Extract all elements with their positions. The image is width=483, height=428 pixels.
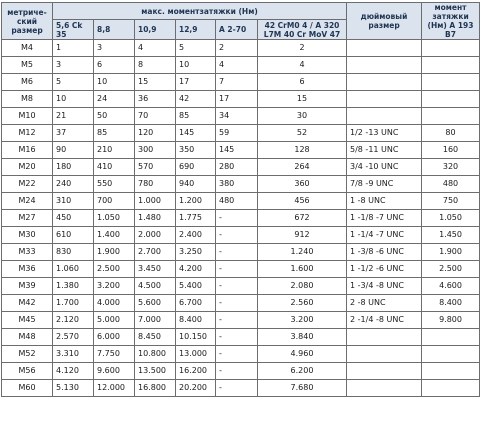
cell-inch-size: 3/4 -10 UNC	[347, 159, 422, 176]
cell-size: M52	[2, 346, 53, 363]
cell-torque-value: 7.750	[94, 346, 135, 363]
cell-torque-value: 15	[258, 91, 347, 108]
table-row	[2, 227, 480, 244]
cell-torque-value: 240	[53, 176, 94, 193]
cell-torque-value: 280	[216, 159, 258, 176]
table-row	[2, 210, 480, 227]
cell-torque-value: 4.000	[94, 295, 135, 312]
table-row	[2, 193, 480, 210]
cell-inch-size	[347, 380, 422, 397]
cell-torque-value: 2.080	[258, 278, 347, 295]
cell-torque-value: 5	[53, 74, 94, 91]
cell-torque-value: 5.400	[176, 278, 216, 295]
cell-torque-b7: 160	[422, 142, 480, 159]
cell-torque-value: 2.500	[94, 261, 135, 278]
cell-torque-value: 7	[216, 74, 258, 91]
cell-torque-value: 8.450	[135, 329, 176, 346]
cell-size: M6	[2, 74, 53, 91]
cell-torque-value: 10.800	[135, 346, 176, 363]
cell-torque-value: 70	[135, 108, 176, 125]
cell-torque-value: 1.060	[53, 261, 94, 278]
col-header-grade-12-9: 12,9	[176, 20, 216, 40]
cell-torque-value: 36	[135, 91, 176, 108]
cell-torque-value: 1.240	[258, 244, 347, 261]
cell-torque-value: 210	[94, 142, 135, 159]
cell-torque-value: 1.050	[94, 210, 135, 227]
table-row	[2, 346, 480, 363]
col-header-torque-b7: момент затяжки (Нм) А 193 B7	[422, 3, 480, 40]
cell-torque-b7: 9.800	[422, 312, 480, 329]
cell-torque-value: 85	[176, 108, 216, 125]
table-row	[2, 278, 480, 295]
cell-torque-b7	[422, 108, 480, 125]
col-header-grade-a2-70: А 2-70	[216, 20, 258, 40]
cell-torque-b7: 1.450	[422, 227, 480, 244]
cell-inch-size: 1/2 -13 UNC	[347, 125, 422, 142]
cell-size: M60	[2, 380, 53, 397]
cell-torque-value: 8	[135, 57, 176, 74]
cell-torque-value: 4.500	[135, 278, 176, 295]
cell-torque-value: 52	[258, 125, 347, 142]
cell-torque-value: 10	[53, 91, 94, 108]
cell-torque-value: 90	[53, 142, 94, 159]
cell-torque-value: 145	[176, 125, 216, 142]
cell-torque-value: 6.700	[176, 295, 216, 312]
cell-torque-value: 34	[216, 108, 258, 125]
col-header-grade-8-8: 8,8	[94, 20, 135, 40]
col-header-grade-42crmo4: 42 CrM0 4 / А 320 L7M 40 Cr MoV 47	[258, 20, 347, 40]
cell-torque-value: 9.600	[94, 363, 135, 380]
cell-torque-value: -	[216, 329, 258, 346]
cell-torque-value: 4	[216, 57, 258, 74]
cell-torque-value: 1.700	[53, 295, 94, 312]
cell-torque-value: 2	[258, 40, 347, 57]
cell-torque-value: -	[216, 261, 258, 278]
cell-torque-value: 4.120	[53, 363, 94, 380]
cell-torque-value: 1.000	[135, 193, 176, 210]
cell-size: M22	[2, 176, 53, 193]
cell-torque-value: 16.800	[135, 380, 176, 397]
cell-torque-value: 1	[53, 40, 94, 57]
table-row	[2, 74, 480, 91]
cell-torque-value: 1.200	[176, 193, 216, 210]
cell-torque-value: 10	[94, 74, 135, 91]
cell-inch-size	[347, 40, 422, 57]
table-row	[2, 142, 480, 159]
cell-torque-b7	[422, 57, 480, 74]
cell-size: M45	[2, 312, 53, 329]
cell-size: M36	[2, 261, 53, 278]
cell-torque-value: 180	[53, 159, 94, 176]
cell-torque-value: 690	[176, 159, 216, 176]
table-row	[2, 363, 480, 380]
cell-torque-value: -	[216, 244, 258, 261]
cell-torque-value: 1.900	[94, 244, 135, 261]
cell-torque-value: 6.000	[94, 329, 135, 346]
col-header-grade-5-6: 5,6 Ck 35	[53, 20, 94, 40]
cell-torque-value: 128	[258, 142, 347, 159]
cell-torque-value: 3.310	[53, 346, 94, 363]
cell-torque-value: 3.450	[135, 261, 176, 278]
cell-torque-b7: 1.900	[422, 244, 480, 261]
cell-torque-value: 2.120	[53, 312, 94, 329]
cell-torque-value: 17	[216, 91, 258, 108]
cell-inch-size: 7/8 -9 UNC	[347, 176, 422, 193]
cell-torque-value: 17	[176, 74, 216, 91]
cell-torque-value: 1.775	[176, 210, 216, 227]
cell-torque-value: 3	[53, 57, 94, 74]
cell-inch-size: 1 -1/4 -7 UNC	[347, 227, 422, 244]
cell-torque-value: 570	[135, 159, 176, 176]
col-header-inch-size: дюймовый размер	[347, 3, 422, 40]
cell-torque-b7	[422, 91, 480, 108]
cell-inch-size	[347, 74, 422, 91]
torque-table	[1, 2, 480, 397]
cell-torque-value: -	[216, 380, 258, 397]
cell-torque-value: 10.150	[176, 329, 216, 346]
cell-size: M48	[2, 329, 53, 346]
cell-inch-size: 2 -1/4 -8 UNC	[347, 312, 422, 329]
cell-inch-size	[347, 57, 422, 74]
cell-torque-b7	[422, 329, 480, 346]
cell-torque-b7: 480	[422, 176, 480, 193]
cell-torque-value: 830	[53, 244, 94, 261]
cell-size: M27	[2, 210, 53, 227]
cell-torque-b7	[422, 346, 480, 363]
cell-torque-value: 1.400	[94, 227, 135, 244]
cell-torque-value: 4	[135, 40, 176, 57]
cell-torque-value: 380	[216, 176, 258, 193]
cell-inch-size: 1 -3/4 -8 UNC	[347, 278, 422, 295]
cell-torque-value: -	[216, 278, 258, 295]
cell-size: M39	[2, 278, 53, 295]
cell-torque-value: 30	[258, 108, 347, 125]
cell-torque-value: -	[216, 346, 258, 363]
cell-torque-value: 410	[94, 159, 135, 176]
cell-torque-value: 16.200	[176, 363, 216, 380]
cell-torque-value: 360	[258, 176, 347, 193]
cell-torque-value: 50	[94, 108, 135, 125]
cell-torque-value: 20.200	[176, 380, 216, 397]
cell-torque-value: 13.500	[135, 363, 176, 380]
cell-torque-b7	[422, 74, 480, 91]
table-row	[2, 91, 480, 108]
table-row	[2, 57, 480, 74]
cell-torque-value: 1.380	[53, 278, 94, 295]
cell-torque-value: 13.000	[176, 346, 216, 363]
cell-torque-value: 10	[176, 57, 216, 74]
cell-torque-value: 7.680	[258, 380, 347, 397]
cell-torque-value: 7.000	[135, 312, 176, 329]
cell-size: M20	[2, 159, 53, 176]
table-row	[2, 380, 480, 397]
cell-inch-size: 5/8 -11 UNC	[347, 142, 422, 159]
table-row	[2, 125, 480, 142]
cell-inch-size: 1 -1/2 -6 UNC	[347, 261, 422, 278]
cell-torque-value: 450	[53, 210, 94, 227]
cell-torque-value: 264	[258, 159, 347, 176]
cell-torque-value: 145	[216, 142, 258, 159]
cell-torque-value: 6	[94, 57, 135, 74]
cell-torque-value: 456	[258, 193, 347, 210]
cell-torque-value: -	[216, 295, 258, 312]
cell-torque-value: -	[216, 210, 258, 227]
cell-torque-value: 350	[176, 142, 216, 159]
table-row	[2, 295, 480, 312]
cell-torque-value: 4.200	[176, 261, 216, 278]
cell-size: M30	[2, 227, 53, 244]
cell-torque-b7: 4.600	[422, 278, 480, 295]
cell-torque-value: 700	[94, 193, 135, 210]
cell-torque-value: 912	[258, 227, 347, 244]
cell-torque-value: 15	[135, 74, 176, 91]
cell-torque-value: -	[216, 363, 258, 380]
cell-torque-value: 5.130	[53, 380, 94, 397]
cell-size: M56	[2, 363, 53, 380]
cell-torque-value: 5	[176, 40, 216, 57]
cell-torque-value: -	[216, 227, 258, 244]
table-row	[2, 176, 480, 193]
table-row	[2, 40, 480, 57]
cell-inch-size	[347, 108, 422, 125]
cell-torque-value: 3.250	[176, 244, 216, 261]
cell-size: M42	[2, 295, 53, 312]
table-row	[2, 261, 480, 278]
cell-inch-size	[347, 91, 422, 108]
col-header-metric-size: метриче-ский размер	[2, 3, 53, 40]
cell-torque-value: 2.400	[176, 227, 216, 244]
cell-torque-value: 2.700	[135, 244, 176, 261]
cell-size: M5	[2, 57, 53, 74]
cell-torque-value: 6	[258, 74, 347, 91]
cell-torque-value: 780	[135, 176, 176, 193]
cell-torque-value: 21	[53, 108, 94, 125]
cell-torque-value: 8.400	[176, 312, 216, 329]
header-row-top	[2, 3, 480, 20]
cell-torque-value: 3	[94, 40, 135, 57]
cell-torque-value: 4	[258, 57, 347, 74]
cell-size: M24	[2, 193, 53, 210]
cell-inch-size: 1 -8 UNC	[347, 193, 422, 210]
cell-torque-value: 24	[94, 91, 135, 108]
cell-inch-size	[347, 329, 422, 346]
cell-torque-value: 672	[258, 210, 347, 227]
cell-torque-value: 550	[94, 176, 135, 193]
cell-torque-b7: 750	[422, 193, 480, 210]
cell-size: M33	[2, 244, 53, 261]
cell-inch-size: 1 -3/8 -6 UNC	[347, 244, 422, 261]
cell-torque-b7: 2.500	[422, 261, 480, 278]
cell-torque-value: 480	[216, 193, 258, 210]
cell-inch-size	[347, 363, 422, 380]
cell-torque-value: 5.600	[135, 295, 176, 312]
cell-inch-size: 1 -1/8 -7 UNC	[347, 210, 422, 227]
cell-torque-value: 85	[94, 125, 135, 142]
table-row	[2, 312, 480, 329]
cell-torque-value: 3.200	[258, 312, 347, 329]
cell-torque-value: 3.840	[258, 329, 347, 346]
cell-torque-value: 6.200	[258, 363, 347, 380]
cell-torque-value: 2	[216, 40, 258, 57]
cell-torque-value: 37	[53, 125, 94, 142]
col-header-grade-10-9: 10,9	[135, 20, 176, 40]
cell-torque-b7: 8.400	[422, 295, 480, 312]
cell-size: M16	[2, 142, 53, 159]
cell-size: M4	[2, 40, 53, 57]
table-row	[2, 159, 480, 176]
cell-torque-value: 5.000	[94, 312, 135, 329]
table-row	[2, 244, 480, 261]
cell-torque-b7	[422, 40, 480, 57]
cell-torque-b7: 1.050	[422, 210, 480, 227]
cell-torque-value: 1.600	[258, 261, 347, 278]
cell-torque-value: 2.570	[53, 329, 94, 346]
cell-torque-value: 940	[176, 176, 216, 193]
cell-torque-value: 42	[176, 91, 216, 108]
cell-torque-value: 610	[53, 227, 94, 244]
table-row	[2, 108, 480, 125]
cell-size: M10	[2, 108, 53, 125]
cell-torque-value: 3.200	[94, 278, 135, 295]
cell-torque-value: 310	[53, 193, 94, 210]
cell-torque-value: 4.960	[258, 346, 347, 363]
cell-torque-value: 1.480	[135, 210, 176, 227]
cell-torque-b7	[422, 363, 480, 380]
col-group-max-torque: макс. моментзатяжки (Нм)	[53, 3, 347, 20]
cell-size: M12	[2, 125, 53, 142]
cell-inch-size: 2 -8 UNC	[347, 295, 422, 312]
cell-torque-b7: 320	[422, 159, 480, 176]
cell-inch-size	[347, 346, 422, 363]
cell-torque-value: 300	[135, 142, 176, 159]
cell-torque-b7	[422, 380, 480, 397]
cell-torque-value: -	[216, 312, 258, 329]
cell-torque-b7: 80	[422, 125, 480, 142]
cell-size: M8	[2, 91, 53, 108]
cell-torque-value: 2.000	[135, 227, 176, 244]
cell-torque-value: 59	[216, 125, 258, 142]
cell-torque-value: 2.560	[258, 295, 347, 312]
cell-torque-value: 12.000	[94, 380, 135, 397]
table-row	[2, 329, 480, 346]
cell-torque-value: 120	[135, 125, 176, 142]
